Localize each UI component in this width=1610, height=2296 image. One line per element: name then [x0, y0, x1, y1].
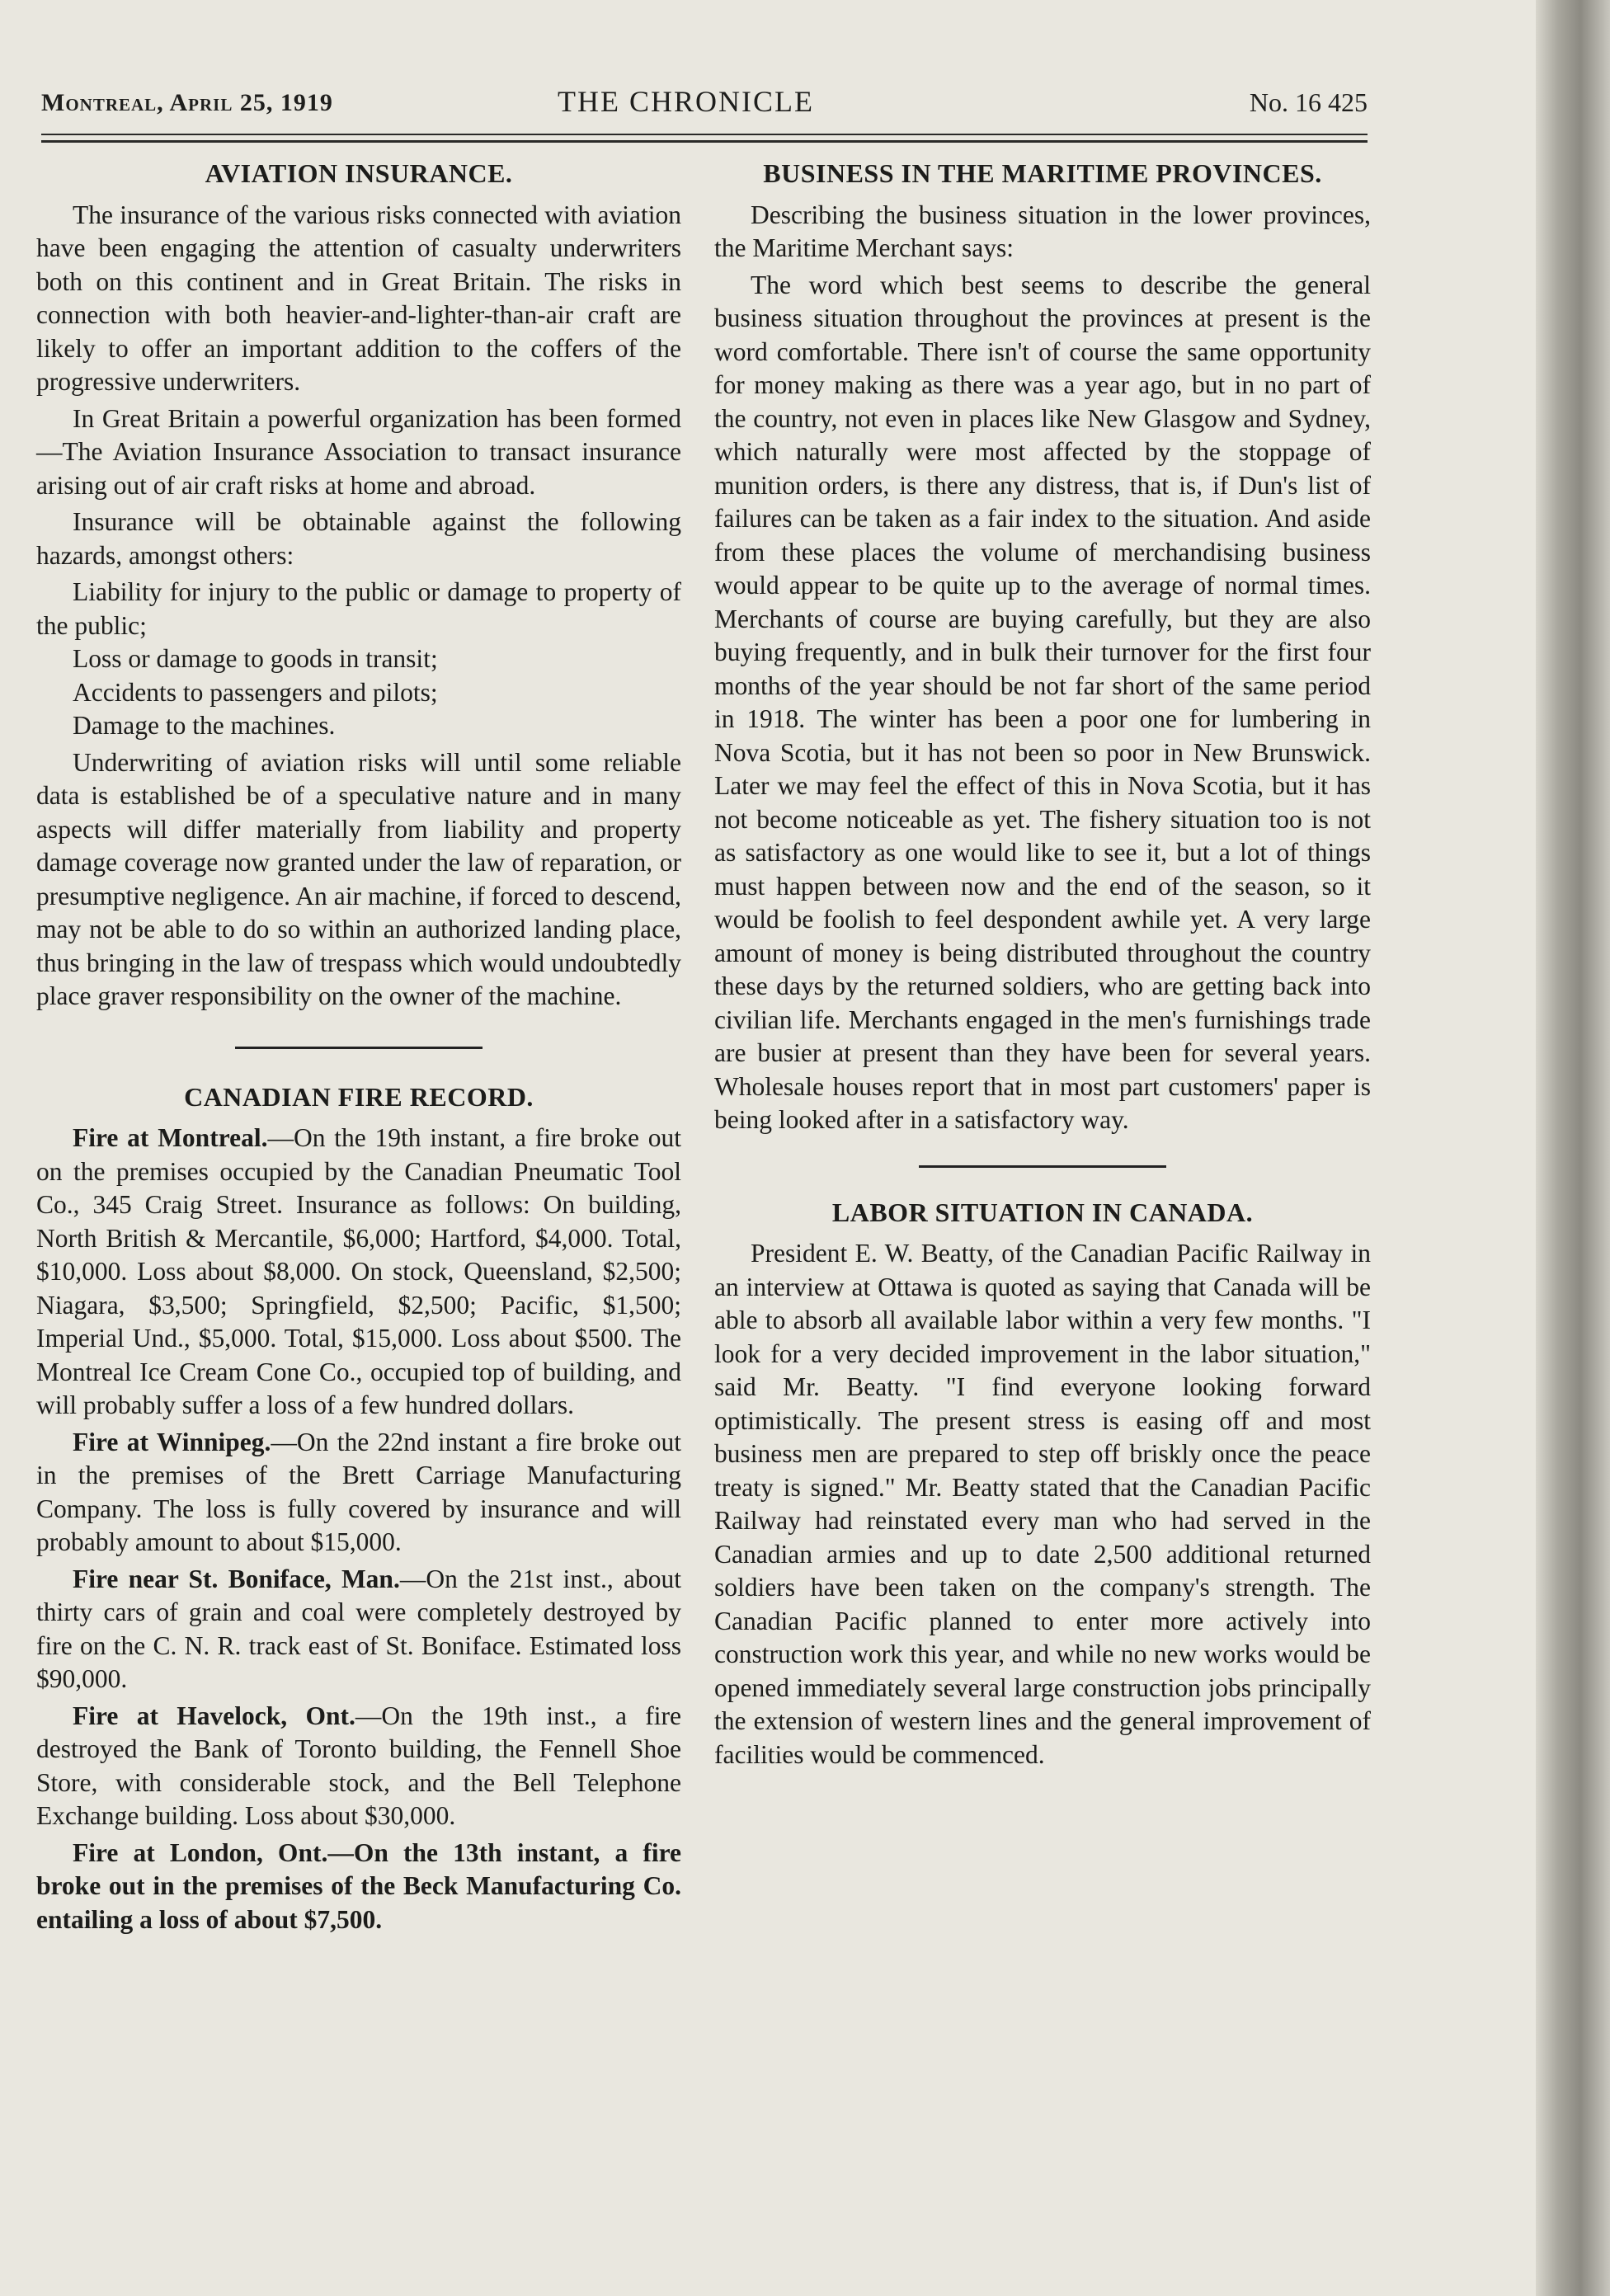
- hazard-item: Liability for injury to the public or damage to property of the public;: [36, 577, 681, 640]
- fire-item-lead: Fire at Havelock, Ont.: [73, 1701, 355, 1730]
- paragraph: Describing the business situation in the lower provinces, the Maritime Merchant says:: [714, 200, 1371, 262]
- hazard-item: Loss or damage to goods in transit;: [73, 644, 438, 673]
- article-title: CANADIAN FIRE RECORD.: [184, 1081, 534, 1112]
- article-aviation-insurance: [36, 157, 681, 1014]
- article-canadian-fire-record: [36, 1080, 681, 1937]
- paragraph: The word which best seems to describe the general business situation throughout the provinces at present is the word comfortable. There isn't of course the same opportunity for money making as there was a year ago, but in no part of the country, not even in places like New Glasgow and Sydney, which naturally were most affected by the stoppage of munition orders, is there any distress, that is, if Dun's list of failures can be taken as a fair index to the situation. And aside from these places the volume of merchandising business would appear to be quite up to the average of normal times. Merchants of course are buying carefully, but they are also buying frequently, and in bulk their turnover for the first four months of the year should be not far short of the same period in 1918. The winter has been a poor one for lumbering in Nova Scotia, but it has not been so poor in New Brunswick. Later we may feel the effect of this in Nova Scotia, but it has not become noticeable as yet. The fishery situation too is not as satisfactory as one would like to see it, but a lot of things must happen between now and the end of the season, so it would be foolish to feel despondent awhile yet. A very large amount of money is being distributed throughout the country these days by the returned soldiers, who are getting back into civilian life. Merchants engaged in the men's furnishings trade are busier at present than they have been for several years. Wholesale houses report that in most part customers' paper is being looked after in a satisfactory way.: [714, 270, 1371, 1134]
- header-rule: [41, 134, 1368, 143]
- paragraph: Underwriting of aviation risks will until some reliable data is established be of a speculative nature and in many aspects will differ materially from liability and property damage coverage now granted under the law of reparation, or presumptive negligence. An air machine, if forced to descend, may not be able to do so within an authorized landing place, thus bringing in the law of trespass which would undoubtedly place graver responsibility on the owner of the machine.: [36, 747, 681, 1010]
- page-header: [41, 84, 1368, 124]
- paragraph: In Great Britain a powerful organization has been formed—The Aviation Insurance Association to transact insurance arising out of air craft risks at home and abroad.: [36, 403, 681, 500]
- paragraph: Insurance will be obtainable against the following hazards, amongst others:: [36, 507, 681, 570]
- hazard-item: Damage to the machines.: [73, 711, 336, 740]
- fire-item-lead: Fire near St. Boniface, Man.: [73, 1564, 400, 1593]
- section-divider: [919, 1165, 1166, 1168]
- left-column: [36, 157, 681, 1940]
- fire-item-text: —On the 21st inst., about thirty cars of grain and coal were completely destroyed by fire on the C. N. R. track east of St. Boniface. Estimated loss $90,000.: [36, 1564, 681, 1693]
- fire-item: [36, 1700, 681, 1833]
- fire-item-text: —On the 19th instant, a fire broke out on the premises occupied by the Canadian Pneumatic Tool Co., 345 Craig Street. Insurance as follows: On building, North British & Mercantile, $6,000; Hartford, $4,000. Total, $10,000. Loss about $8,000. On stock, Queensland, $2,500; Niagara, $3,500; Springfield, $2,500; Pacific, $1,500; Imperial Und., $5,000. Total, $15,000. Loss about $500. The Montreal Ice Cream Cone Co., occupied top of building, and will probably suffer a loss of a few hundred dollars.: [36, 1123, 681, 1419]
- page-edge: [1536, 0, 1610, 2296]
- article-title: AVIATION INSURANCE.: [205, 158, 513, 188]
- fire-item: [36, 1837, 681, 1937]
- article-title: LABOR SITUATION IN CANADA.: [831, 1197, 1254, 1227]
- fire-item: [36, 1122, 681, 1423]
- article-labor-situation: [714, 1196, 1371, 1772]
- fire-item-lead: Fire at Winnipeg.: [73, 1427, 271, 1456]
- article-title: BUSINESS IN THE MARITIME PROVINCES.: [763, 158, 1322, 188]
- paragraph: The insurance of the various risks connected with aviation have been engaging the attention of casualty underwriters both on this continent and in Great Britain. The risks in connection with both heavier-and-lighter-than-air craft are likely to offer an important addition to the coffers of the progressive underwriters.: [36, 200, 681, 396]
- article-maritime-business: [714, 157, 1371, 1137]
- fire-item-text: —On the 13th instant, a fire broke out in the premises of the Beck Manufacturing Co. entailing a loss of about $7,500.: [36, 1837, 681, 1934]
- fire-item-lead: Fire at London, Ont.: [73, 1837, 328, 1867]
- paragraph: President E. W. Beatty, of the Canadian Pacific Railway in an interview at Ottawa is quoted as saying that Canada will be able to absorb all available labor within a very few months. "I look for a very decided improvement in the labor situation," said Mr. Beatty. "I find everyone looking forward optimistically. The present stress is easing off and most business men are prepared to step off briskly once the peace treaty is signed." Mr. Beatty stated that the Canadian Pacific Railway had reinstated every man who had served in the Canadian armies and up to date 2,500 additional returned soldiers have been taken on the company's strength. The Canadian Pacific planned to enter more actively into construction work this year, and while no new works would be opened immediately several large construction jobs principally the extension of western lines and the general improvement of facilities would be commenced.: [714, 1239, 1371, 1769]
- hazard-item: Accidents to passengers and pilots;: [73, 677, 438, 707]
- fire-item-lead: Fire at Montreal.: [73, 1123, 268, 1152]
- header-dateline: Montreal, April 25, 1919: [41, 89, 333, 116]
- fire-item: [36, 1426, 681, 1560]
- header-masthead: THE CHRONICLE: [558, 85, 814, 118]
- fire-item: [36, 1563, 681, 1696]
- section-divider: [235, 1047, 483, 1049]
- right-column: [714, 157, 1371, 1775]
- fire-item-text: —On the 19th inst., a fire destroyed the Bank of Toronto building, the Fennell Shoe Store, with considerable stock, and the Bell Telephone Exchange building. Loss about $30,000.: [36, 1701, 681, 1830]
- fire-item-text: —On the 22nd instant a fire broke out in the premises of the Brett Carriage Manufacturing Company. The loss is fully covered by insurance and will probably amount to about $15,000.: [36, 1427, 681, 1556]
- header-page-number: No. 16 425: [1249, 87, 1368, 117]
